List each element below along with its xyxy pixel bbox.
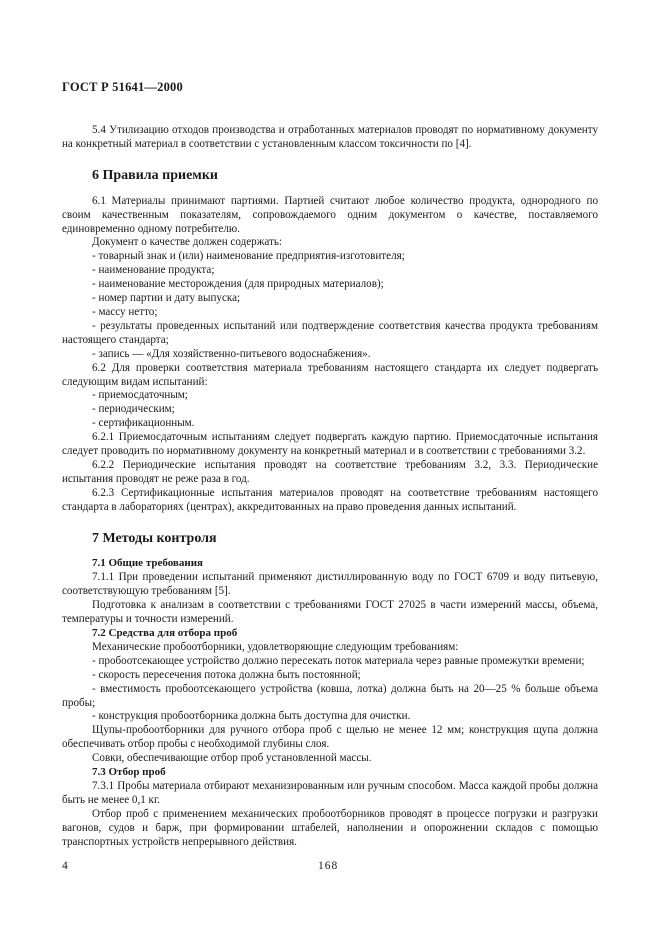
paragraph-6-2-1: 6.2.1 Приемосдаточным испытаниям следует подвергать каждую партию. Приемосдаточные испытания следует проводить по нормативному документу на конкретный материал и в соответствии с требованиями 3.2. [62, 431, 598, 458]
section-7-1-title: 7.1 Общие требования [92, 557, 203, 570]
paragraph-7-2-intro: Механические пробоотборники, удовлетворяющие следующим требованиям: [92, 640, 459, 653]
section-7-3-title: 7.3 Отбор проб [92, 766, 166, 779]
paragraph-7-1-1b: Подготовка к анализам в соответствии с требованиями ГОСТ 27025 в части измерений массы, объема, температуры и точности измерений. [62, 599, 598, 626]
section-7-title: 7 Методы контроля [92, 530, 217, 546]
paragraph-6-2-3: 6.2.3 Сертификационные испытания материалов проводят на соответствие требованиям настоящего стандарта в лабораториях (центрах), аккредитованных на право проведения данных испытаний. [62, 486, 598, 513]
paragraph-7-2-scoop: Совки, обеспечивающие отбор проб установленной массы. [92, 752, 372, 765]
list-item: - наименование продукта; [92, 264, 215, 277]
list-item: - периодическим; [92, 403, 175, 416]
list-item: - результаты проведенных испытаний или подтверждение соответствия качества продукта требованиям настоящего стандарта; [62, 319, 598, 346]
section-6-title: 6 Правила приемки [92, 167, 218, 183]
paragraph-6-2-2: 6.2.2 Периодические испытания проводят на соответствие требованиям 3.2, 3.3. Периодические испытания проводят не реже раза в год. [62, 458, 598, 485]
page-number-left: 4 [62, 860, 68, 872]
paragraph-7-1-1: 7.1.1 При проведении испытаний применяют дистиллированную воду по ГОСТ 6709 и воду питьевую, соответствующую требованиям [5]. [62, 571, 598, 598]
list-item: - сертификационным. [92, 417, 195, 430]
paragraph-7-3-1: 7.3.1 Пробы материала отбирают механизированным или ручным способом. Масса каждой пробы должна быть не менее 0,1 кг. [62, 779, 598, 806]
standard-header: ГОСТ Р 51641—2000 [62, 80, 183, 94]
list-item: - приемосдаточным; [92, 389, 188, 402]
paragraph-6-2: 6.2 Для проверки соответствия материала требованиям настоящего стандарта их следует подвергать следующим видам испытаний: [62, 361, 598, 388]
list-item: - конструкция пробоотборника должна быть доступна для очистки. [92, 710, 411, 723]
paragraph-5-4: 5.4 Утилизацию отходов производства и отработанных материалов проводят по нормативному документу на конкретный материал в соответствии с установленным классом токсичности по [4]. [62, 124, 598, 150]
paragraph-6-1: 6.1 Материалы принимают партиями. Партией считают любое количество продукта, однородного по своим качественным показателям, сопровождаемого одним документом о качестве, поставляемого единовременно одному потребителю. [62, 194, 598, 235]
section-7-2-title: 7.2 Средства для отбора проб [92, 627, 238, 639]
list-item: - наименование месторождения (для природных материалов); [92, 278, 384, 291]
paragraph-7-2-probe: Щупы-пробоотборники для ручного отбора проб с щелью не менее 12 мм; конструкция щупа должна обеспечивать отбор пробы с необходимой глубины слоя. [62, 724, 598, 751]
list-item: - запись — «Для хозяйственно-питьевого водоснабжения». [92, 347, 371, 360]
page-content [62, 124, 598, 850]
page-number-center: 168 [318, 860, 339, 872]
doc-intro: Документ о качестве должен содержать: [92, 236, 282, 249]
list-item: - вместимость пробоотсекающего устройства (ковша, лотка) должна быть на 20—25 % больше объема пробы; [62, 682, 598, 709]
list-item: - товарный знак и (или) наименование предприятия-изготовителя; [92, 250, 405, 263]
list-item: - номер партии и дату выпуска; [92, 292, 241, 305]
list-item: - массу нетто; [92, 305, 158, 318]
paragraph-7-3-1b: Отбор проб с применением механических пробоотборников проводят в процессе погрузки и разгрузки вагонов, судов и барж, при формировании штабелей, наполнении и опорожнении складов с помощью транспортных устройств непрерывного действия. [62, 807, 598, 848]
list-item: - скорость пересечения потока должна быть постоянной; [92, 668, 361, 681]
list-item: - пробоотсекающее устройство должно пересекать поток материала через равные промежутки времени; [92, 654, 585, 667]
